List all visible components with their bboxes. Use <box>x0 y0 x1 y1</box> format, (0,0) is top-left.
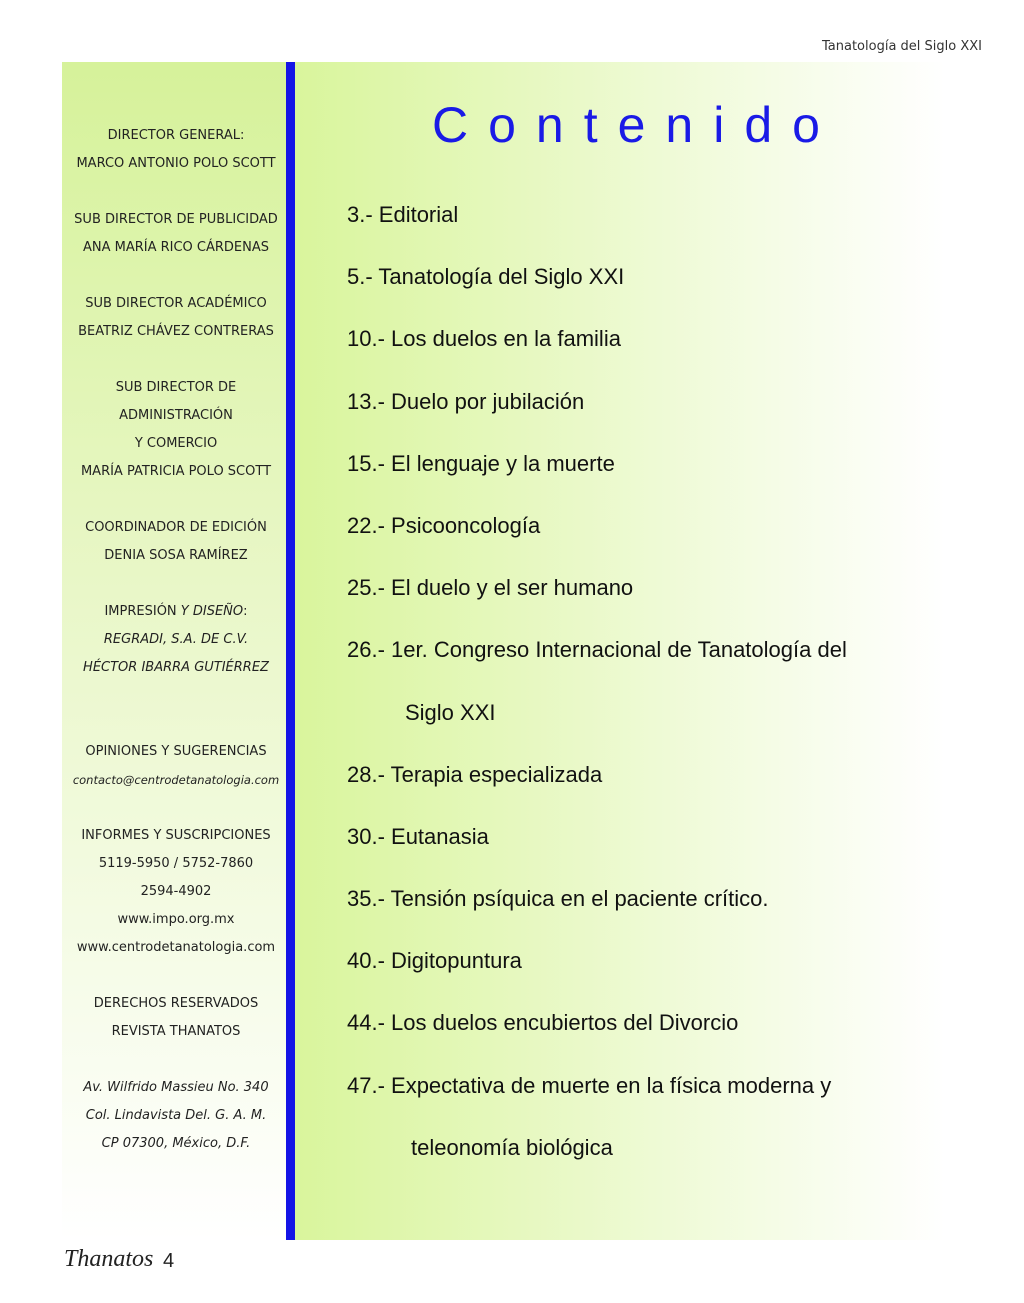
spacer <box>56 262 296 290</box>
credit-label: DERECHOS RESERVADOS <box>93 996 259 1011</box>
toc-item: 30.- Eutanasia <box>347 823 489 849</box>
address-line: Av. Wilfrido Massieu No. 340 <box>83 1080 269 1095</box>
credit-label <box>56 598 296 626</box>
credit-label: DIRECTOR GENERAL: <box>107 128 245 143</box>
toc-item-continuation: teleonomía biológica <box>411 1134 613 1160</box>
credit-label: INFORMES Y SUSCRIPCIONES <box>81 828 271 843</box>
credit-label: SUB DIRECTOR ACADÉMICO <box>85 296 267 311</box>
toc-item-continuation: Siglo XXI <box>405 699 496 725</box>
toc-item: 10.- Los duelos en la familia <box>347 326 621 352</box>
address-line: Col. Lindavista Del. G. A. M. <box>85 1108 267 1123</box>
credit-label-part: IMPRESIÓN <box>104 604 181 619</box>
phone-numbers: 5119-5950 / 5752-7860 <box>98 856 254 871</box>
contact-email: contacto@centrodetanatologia.com <box>72 773 280 787</box>
toc-item: 13.- Duelo por jubilación <box>347 388 585 414</box>
table-of-contents <box>347 184 847 1179</box>
toc-item: 44.- Los duelos encubiertos del Divorcio <box>347 1010 739 1036</box>
credit-label: ADMINISTRACIÓN <box>119 408 233 423</box>
spacer <box>56 178 296 206</box>
toc-item: 47.- Expectativa de muerte en la física moderna y <box>347 1072 832 1098</box>
toc-item: 28.- Terapia especializada <box>347 761 603 787</box>
credit-label: COORDINADOR DE EDICIÓN <box>85 520 267 535</box>
spacer <box>56 1046 296 1074</box>
page-number: 4 <box>163 1250 175 1272</box>
credit-name: MARÍA PATRICIA POLO SCOTT <box>80 464 272 479</box>
toc-item: 25.- El duelo y el ser humano <box>347 575 634 601</box>
toc-item: 40.- Digitopuntura <box>347 948 522 974</box>
toc-item: 22.- Psicooncología <box>347 512 541 538</box>
website: www.impo.org.mx <box>117 912 235 927</box>
spacer <box>56 346 296 374</box>
credit-name: ANA MARÍA RICO CÁRDENAS <box>82 240 270 255</box>
toc-item: 26.- 1er. Congreso Internacional de Tanatología del <box>347 637 847 663</box>
spacer <box>56 682 296 710</box>
credit-name: MARCO ANTONIO POLO SCOTT <box>76 156 276 171</box>
magazine-name: Thanatos <box>64 1246 154 1272</box>
credit-name: BEATRIZ CHÁVEZ CONTRERAS <box>78 324 274 339</box>
credit-label: SUB DIRECTOR DE PUBLICIDAD <box>74 212 278 227</box>
credit-label: OPINIONES Y SUGERENCIAS <box>85 744 267 759</box>
credit-label-part: Y DISEÑO <box>180 604 244 619</box>
toc-item: 15.- El lenguaje y la muerte <box>347 450 615 476</box>
credit-name: HÉCTOR IBARRA GUTIÉRREZ <box>83 660 269 675</box>
toc-item: 5.- Tanatología del Siglo XXI <box>347 264 625 290</box>
credit-label: Y COMERCIO <box>134 436 218 451</box>
address-line: CP 07300, México, D.F. <box>101 1136 251 1151</box>
credit-name: REVISTA THANATOS <box>111 1024 241 1039</box>
credits-list <box>56 122 296 1158</box>
credit-company: REGRADI, S.A. DE C.V. <box>103 632 249 647</box>
spacer <box>56 710 296 738</box>
website: www.centrodetanatologia.com <box>76 940 276 955</box>
spacer <box>56 570 296 598</box>
phone-numbers: 2594-4902 <box>140 884 212 899</box>
spacer <box>56 794 296 822</box>
credit-label-part: : <box>243 604 248 619</box>
credit-name: DENIA SOSA RAMÍREZ <box>104 548 248 563</box>
spacer <box>56 486 296 514</box>
toc-item: 35.- Tensión psíquica en el paciente crítico. <box>347 886 769 912</box>
spacer <box>56 962 296 990</box>
credit-label: SUB DIRECTOR DE <box>115 380 237 395</box>
contents-title: Contenido <box>432 97 840 153</box>
running-header: Tanatología del Siglo XXI <box>822 39 982 54</box>
toc-item: 3.- Editorial <box>347 202 459 227</box>
